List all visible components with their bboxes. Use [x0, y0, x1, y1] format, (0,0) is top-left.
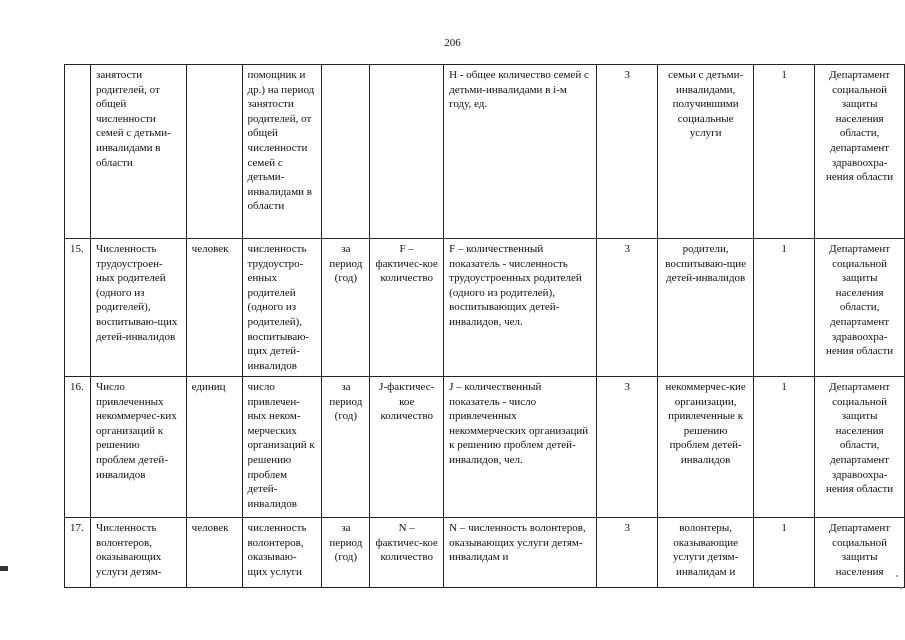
definition-cell: число привлечен-ных неком-мерческих организаций к решению проблем детей-инвалидов	[242, 377, 322, 518]
frequency-cell: 1	[753, 239, 814, 377]
formula-cell: N – фактичес-кое количество	[370, 518, 444, 588]
object-cell: родители, воспитываю-щие детей-инвалидов	[658, 239, 754, 377]
method-cell: J – количественный показатель - число привлеченных некоммерческих организаций к решению проблем детей-инвалидов, чел.	[444, 377, 597, 518]
indicators-table	[64, 64, 905, 588]
object-cell: некоммерчес-кие организации, привлеченные к решению проблем детей-инвалидов	[658, 377, 754, 518]
period-cell: за период (год)	[322, 518, 370, 588]
frequency-cell: 1	[753, 65, 814, 239]
scan-speck	[900, 587, 902, 589]
responsible-cell: Департамент социальной защиты населения области, департамент здравоохра-нения области	[815, 239, 905, 377]
formula-cell: J-фактичес-кое количество	[370, 377, 444, 518]
formula-cell: F – фактичес-кое количество	[370, 239, 444, 377]
code-cell: 3	[597, 518, 658, 588]
object-cell: волонтеры, оказывающие услуги детям-инвалидам и	[658, 518, 754, 588]
object-cell: семьи с детьми-инвалидами, получившими социальные услуги	[658, 65, 754, 239]
row-number-cell: 17.	[65, 518, 91, 588]
indicator-name-cell: Численность трудоустроен-ных родителей (одного из родителей), воспитываю-щих детей-инвалидов	[90, 239, 186, 377]
unit-cell: единиц	[186, 377, 242, 518]
method-cell: N – численность волонтеров, оказывающих услуги детям-инвалидам и	[444, 518, 597, 588]
frequency-cell: 1	[753, 377, 814, 518]
responsible-cell: Департамент социальной защиты населения	[815, 518, 905, 588]
scan-speck	[896, 575, 898, 577]
period-cell	[322, 65, 370, 239]
method-cell: H - общее количество семей с детьми-инвалидами в i-м году, ед.	[444, 65, 597, 239]
responsible-cell: Департамент социальной защиты населения области, департамент здравоохра-нения области	[815, 65, 905, 239]
method-cell: F – количественный показатель - численность трудоустроенных родителей (одного из родителей), воспитывающих детей-инвалидов, чел.	[444, 239, 597, 377]
row-number-cell: 15.	[65, 239, 91, 377]
row-number-cell: 16.	[65, 377, 91, 518]
unit-cell	[186, 65, 242, 239]
code-cell: 3	[597, 239, 658, 377]
table-row	[65, 377, 905, 518]
indicator-name-cell: Число привлеченных некоммерчес-ких организаций к решению проблем детей-инвалидов	[90, 377, 186, 518]
unit-cell: человек	[186, 239, 242, 377]
code-cell: 3	[597, 377, 658, 518]
table-row	[65, 518, 905, 588]
scan-edge-mark	[0, 566, 8, 571]
table-row	[65, 239, 905, 377]
indicator-name-cell: Численность волонтеров, оказывающих услуги детям-	[90, 518, 186, 588]
definition-cell: численность трудоустро-енных родителей (одного из родителей), воспитываю-щих детей-инвалидов	[242, 239, 322, 377]
indicator-name-cell: занятости родителей, от общей численности семей с детьми-инвалидами в области	[90, 65, 186, 239]
period-cell: за период (год)	[322, 377, 370, 518]
period-cell: за период (год)	[322, 239, 370, 377]
code-cell: 3	[597, 65, 658, 239]
frequency-cell: 1	[753, 518, 814, 588]
responsible-cell: Департамент социальной защиты населения области, департамент здравоохра-нения области	[815, 377, 905, 518]
definition-cell: численность волонтеров, оказываю-щих услуги	[242, 518, 322, 588]
table-row	[65, 65, 905, 239]
unit-cell: человек	[186, 518, 242, 588]
definition-cell: помощник и др.) на период занятости родителей, от общей численности семей с детьми-инвалидами в области	[242, 65, 322, 239]
page-number: 206	[444, 37, 461, 49]
row-number-cell	[65, 65, 91, 239]
formula-cell	[370, 65, 444, 239]
